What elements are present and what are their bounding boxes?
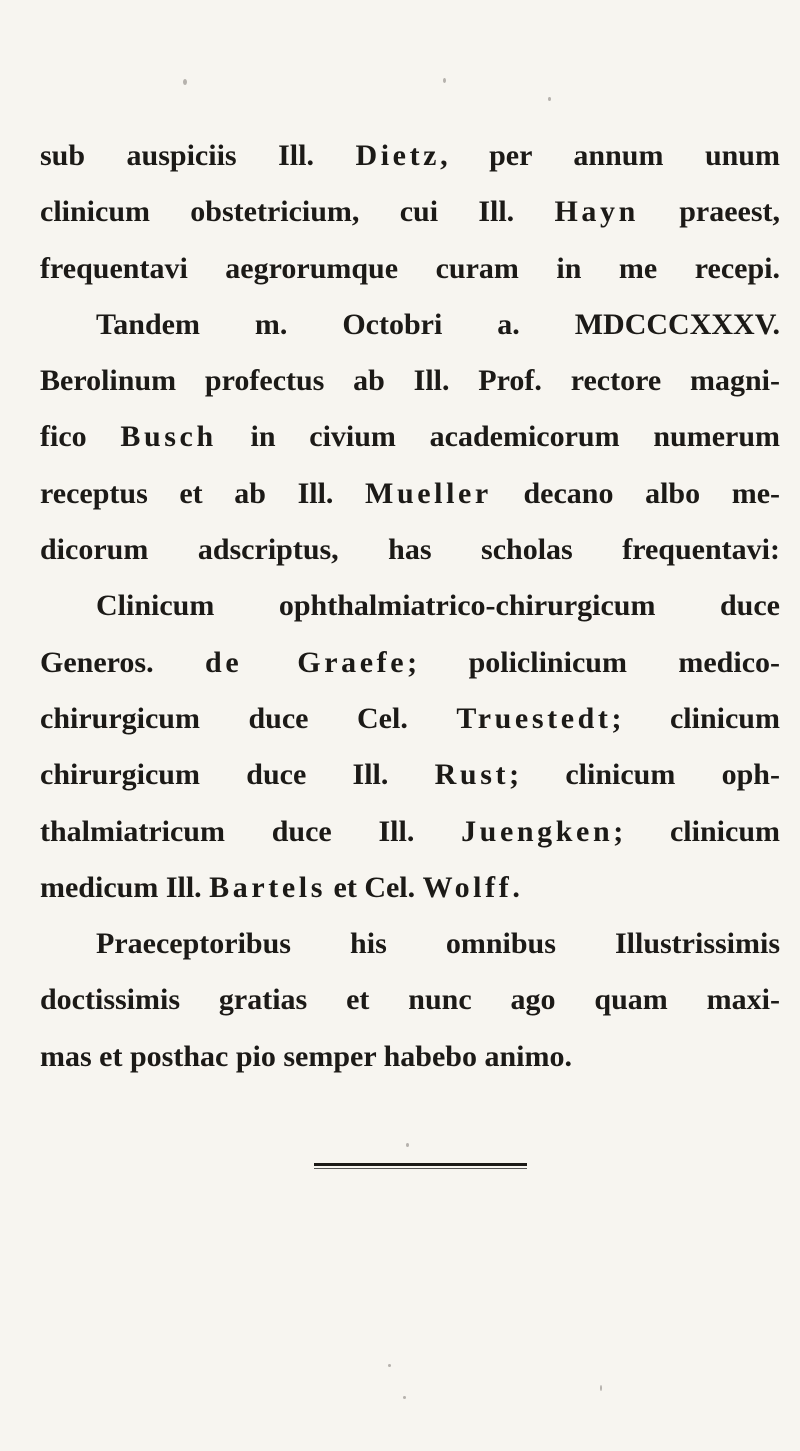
text-run: receptus et ab Ill.: [40, 476, 366, 510]
text-run: decano albo me-: [491, 476, 780, 510]
text-run: ; clinicum: [613, 814, 780, 848]
text-run: , per annum unum: [440, 139, 780, 172]
text-run: doctissimis gratias et nunc ago quam maxi-: [40, 983, 780, 1017]
text-line: [40, 578, 780, 634]
text-line: [40, 297, 780, 353]
text-run: ; clinicum: [611, 701, 780, 735]
text-run: chirurgicum duce Ill.: [40, 758, 435, 792]
spaced-name: Rust: [434, 758, 510, 792]
text-line: [40, 691, 780, 747]
text-line: [40, 353, 780, 409]
spaced-name: Truestedt: [456, 701, 612, 735]
paper-speck: [183, 79, 187, 85]
text-line: [40, 184, 780, 240]
text-run: Praeceptoribus his omnibus Illustrissimis: [96, 927, 780, 961]
spaced-name: Mueller: [365, 476, 492, 510]
text-line: [40, 635, 780, 691]
text-line: [40, 916, 780, 972]
paper-speck: [600, 1385, 602, 1391]
text-run: in civium academicorum numerum: [216, 420, 781, 454]
text-line: [40, 466, 780, 522]
text-run: sub auspiciis Ill.: [40, 139, 356, 172]
text-line: [40, 241, 780, 297]
text-run: frequentavi aegrorumque curam in me recepi.: [40, 251, 780, 285]
text-run: praeest,: [638, 195, 780, 229]
text-run: fico: [40, 420, 121, 454]
paper-speck: [548, 97, 551, 101]
text-run: chirurgicum duce Cel.: [40, 701, 457, 735]
text-run: clinicum obstetricium, cui Ill.: [40, 195, 555, 229]
spaced-name: Juengken: [461, 814, 614, 848]
paper-speck: [443, 78, 446, 83]
text-run: Clinicum ophthalmiatrico-chirurgicum duce: [96, 589, 780, 623]
paper-speck: [388, 1364, 391, 1367]
text-line: [40, 522, 780, 578]
text-line: [40, 409, 780, 465]
text-run: Generos.: [40, 645, 206, 679]
text-run: ; clinicum oph-: [509, 758, 780, 792]
text-line: [40, 1029, 780, 1085]
text-run: Tandem m. Octobri a. MDCCCXXXV.: [96, 307, 780, 341]
spaced-name: Hayn: [554, 195, 639, 229]
text-run: dicorum adscriptus, has scholas frequentavi:: [40, 533, 780, 567]
paper-speck: [403, 1396, 406, 1399]
text-run: Berolinum profectus ab Ill. Prof. rectore magni-: [40, 364, 780, 398]
text-line: [40, 972, 780, 1028]
spaced-name: de Graefe: [205, 645, 408, 679]
closing-rule: [314, 1163, 527, 1169]
text-line: [40, 860, 780, 916]
text-run: et Cel.: [326, 870, 423, 904]
spaced-name: Busch: [120, 420, 217, 454]
text-line: [40, 804, 780, 860]
text-line: [40, 128, 780, 184]
spaced-name: Dietz: [355, 139, 441, 172]
spaced-name: Bartels: [209, 870, 327, 904]
text-line: [40, 747, 780, 803]
paper-speck: [406, 1143, 409, 1147]
body-text: [40, 128, 780, 1085]
text-run: thalmiatricum duce Ill.: [40, 814, 462, 848]
text-run: ; policlinicum medico-: [407, 645, 780, 679]
text-run: mas et posthac pio semper habebo animo.: [40, 1039, 572, 1073]
spaced-name: Wolff: [422, 870, 513, 904]
text-run: medicum Ill.: [40, 870, 210, 904]
text-run: .: [512, 870, 520, 904]
